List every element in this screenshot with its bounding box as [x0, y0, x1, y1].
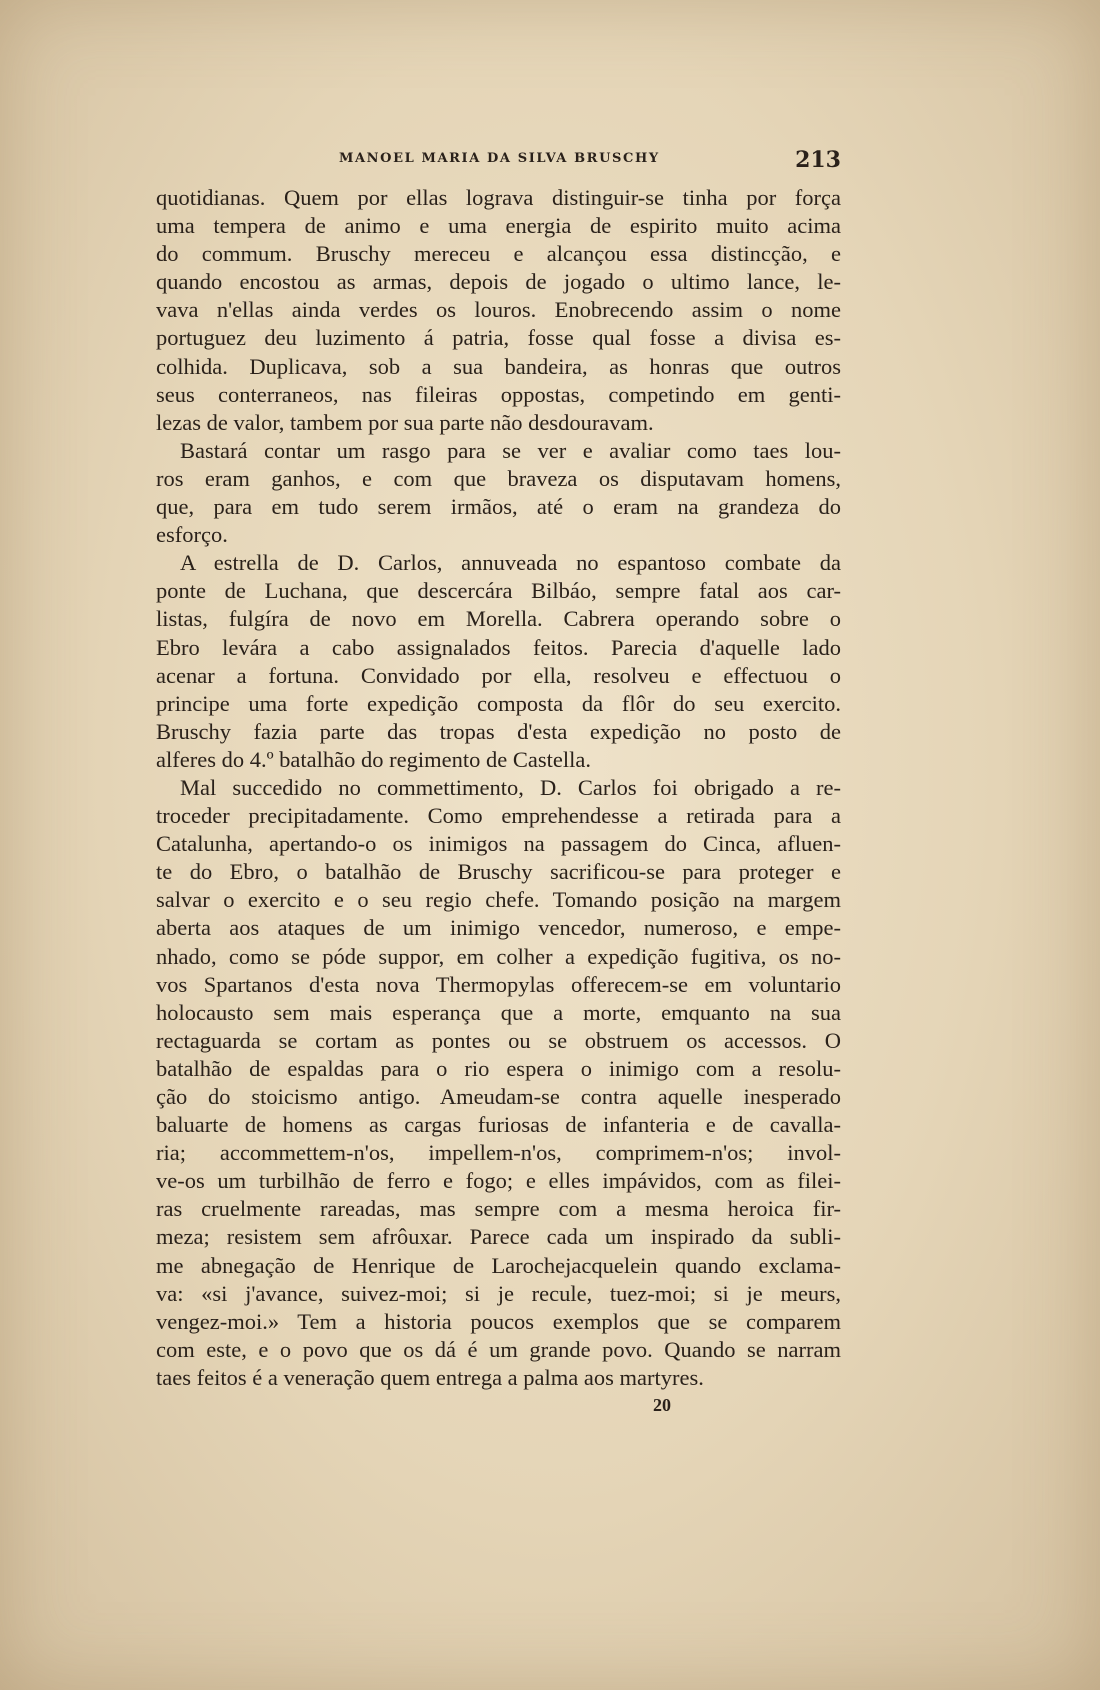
running-head	[156, 147, 841, 177]
text-line: quotidianas. Quem por ellas lograva distinguir-se tinha por força	[156, 185, 841, 210]
text-line: do commum. Bruschy mereceu e alcançou essa distincção, e	[156, 241, 841, 267]
text-line: com este, e o povo que os dá é um grande povo. Quando se narram	[156, 1336, 841, 1362]
text-line: ponte de Luchana, que descercára Bilbáo, sempre fatal aos car-	[156, 578, 841, 604]
text-line: colhida. Duplicava, sob a sua bandeira, as honras que outros	[156, 353, 841, 379]
text-line: batalhão de espaldas para o rio espera o inimigo com a resolu-	[156, 1055, 841, 1081]
text-line: rectaguarda se cortam as pontes ou se obstruem os accessos. O	[156, 1027, 841, 1053]
text-line: esforço.	[156, 522, 228, 548]
text-line: baluarte de homens as cargas furiosas de infanteria e de cavalla-	[156, 1112, 841, 1138]
running-title: MANOEL MARIA DA SILVA BRUSCHY	[339, 151, 660, 166]
text-line: que, para em tudo serem irmãos, até o eram na grandeza do	[156, 494, 841, 520]
text-line: alferes do 4.º batalhão do regimento de Castella.	[156, 746, 591, 772]
text-line: A estrella de D. Carlos, annuveada no espantoso combate da	[180, 550, 841, 576]
text-line: nhado, como se póde suppor, em colher a expedição fugitiva, os no-	[156, 943, 841, 969]
text-line: vengez-moi.» Tem a historia poucos exemplos que se comparem	[156, 1308, 841, 1334]
text-line: ras cruelmente rareadas, mas sempre com a mesma heroica fir-	[156, 1196, 841, 1222]
text-line: Bruschy fazia parte das tropas d'esta expedição no posto de	[156, 718, 841, 744]
text-line: vava n'ellas ainda verdes os louros. Enobrecendo assim o nome	[156, 297, 841, 323]
signature-mark: 20	[653, 1395, 671, 1415]
text-line: taes feitos é a veneração quem entrega a palma aos martyres.	[156, 1364, 704, 1390]
text-line: meza; resistem sem afrôuxar. Parece cada um inspirado da subli-	[156, 1224, 841, 1250]
text-line: Mal succedido no commettimento, D. Carlos foi obrigado a re-	[180, 774, 841, 800]
text-line: salvar o exercito e o seu regio chefe. Tomando posição na margem	[156, 887, 841, 913]
text-line: portuguez deu luzimento á patria, fosse qual fosse a divisa es-	[156, 325, 841, 351]
text-line: te do Ebro, o batalhão de Bruschy sacrificou-se para proteger e	[156, 859, 841, 885]
page-number: 213	[795, 147, 841, 173]
text-line: ria; accommettem-n'os, impellem-n'os, comprimem-n'os; invol-	[156, 1140, 841, 1166]
text-line: ve-os um turbilhão de ferro e fogo; e elles impávidos, com as filei-	[156, 1168, 841, 1194]
text-line: acenar a fortuna. Convidado por ella, resolveu e effectuou o	[156, 662, 841, 688]
text-line: listas, fulgíra de novo em Morella. Cabrera operando sobre o	[156, 606, 841, 632]
text-line: holocausto sem mais esperança que a morte, emquanto na sua	[156, 999, 841, 1025]
text-line: va: «si j'avance, suivez-moi; si je recule, tuez-moi; si je meurs,	[156, 1280, 841, 1306]
text-line: lezas de valor, tambem por sua parte não desdouravam.	[156, 409, 654, 435]
body-text	[156, 184, 841, 1392]
text-line: ção do stoicismo antigo. Ameudam-se contra aquelle inesperado	[156, 1084, 841, 1109]
text-line: principe uma forte expedição composta da flôr do seu exercito.	[156, 690, 841, 716]
text-line: me abnegação de Henrique de Larochejacquelein quando exclama-	[156, 1252, 841, 1278]
text-line: troceder precipitadamente. Como emprehendesse a retirada para a	[156, 803, 841, 829]
text-line: Catalunha, apertando-o os inimigos na passagem do Cinca, afluen-	[156, 831, 841, 857]
text-line: uma tempera de animo e uma energia de espirito muito acima	[156, 213, 841, 239]
text-line: Ebro levára a cabo assignalados feitos. Parecia d'aquelle lado	[156, 634, 841, 660]
text-line: ros eram ganhos, e com que braveza os disputavam homens,	[156, 465, 841, 491]
text-line: vos Spartanos d'esta nova Thermopylas offerecem-se em voluntario	[156, 971, 841, 997]
text-line: Bastará contar um rasgo para se ver e avaliar como taes lou-	[180, 437, 841, 463]
text-line: quando encostou as armas, depois de jogado o ultimo lance, le-	[156, 269, 841, 295]
text-line: aberta aos ataques de um inimigo vencedor, numeroso, e empe-	[156, 915, 841, 941]
text-line: seus conterraneos, nas fileiras oppostas, competindo em genti-	[156, 381, 841, 407]
